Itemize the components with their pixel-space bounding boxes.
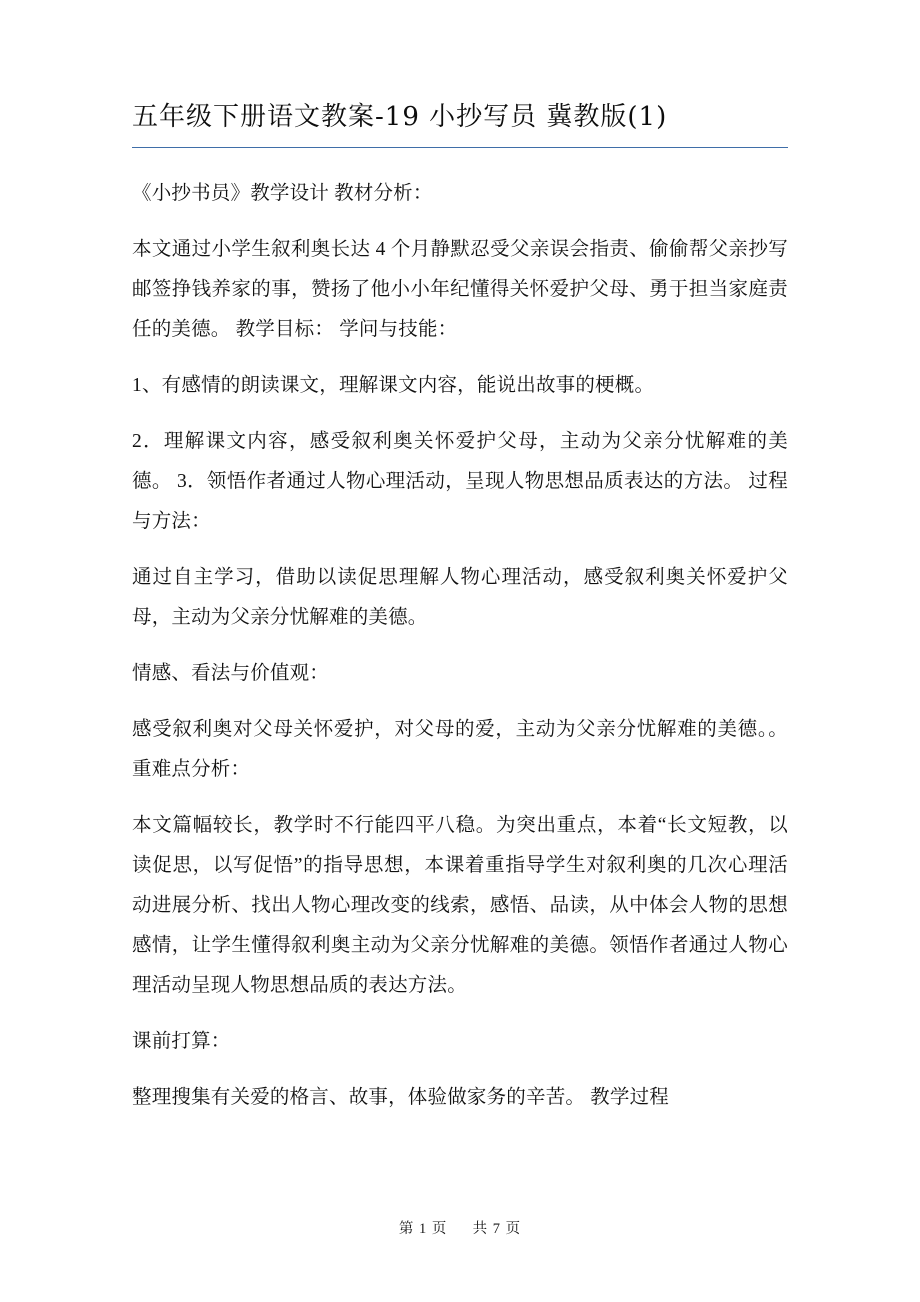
paragraph: 2．理解课文内容，感受叙利奥关怀爱护父母，主动为父亲分忧解难的美德。 3．领悟作者通过人物心理活动，呈现人物思想品质表达的方法。 过程与方法： [132,431,788,532]
paragraph: 《小抄书员》教学设计 教材分析： [132,183,433,204]
paragraph: 整理搜集有关爱的格言、故事，体验做家务的辛苦。 教学过程 [132,1087,669,1108]
paragraph: 本文通过小学生叙利奥长达 4 个月静默忍受父亲误会指责、偷偷帮父亲抄写邮签挣钱养家的事，赞扬了他小小年纪懂得关怀爱护父母、勇于担当家庭责任的美德。 教学目标： 学问与技能： [132,239,788,340]
footer-current-page: 第 1 页 [398,1221,448,1237]
paragraph: 课前打算： [132,1031,231,1052]
page-title: 五年级下册语文教案-19 小抄写员 冀教版(1) [132,102,668,132]
paragraph: 1、有感情的朗读课文，理解课文内容，能说出故事的梗概。 [132,375,655,396]
paragraph: 感受叙利奥对父母关怀爱护，对父母的爱，主动为父亲分忧解难的美德。。 重难点分析： [132,719,788,780]
paragraph: 通过自主学习，借助以读促思理解人物心理活动，感受叙利奥关怀爱护父母，主动为父亲分忧解难的美德。 [132,567,788,628]
paragraph: 本文篇幅较长，教学时不行能四平八稳。为突出重点，本着“长文短教，以读促思，以写促悟”的指导思想，本课着重指导学生对叙利奥的几次心理活动进展分析、找出人物心理改变的线索，感悟、品读，从中体会人物的思想感情，让学生懂得叙利奥主动为父亲分忧解难的美德。领悟作者通过人物心理活动呈现人物思想品质的表达方法。 [132,815,788,996]
document-body [132,174,788,1118]
title-divider [132,147,788,148]
page-footer [0,1217,920,1238]
paragraph: 情感、看法与价值观： [132,663,330,684]
footer-total-pages: 共 7 页 [472,1221,522,1237]
